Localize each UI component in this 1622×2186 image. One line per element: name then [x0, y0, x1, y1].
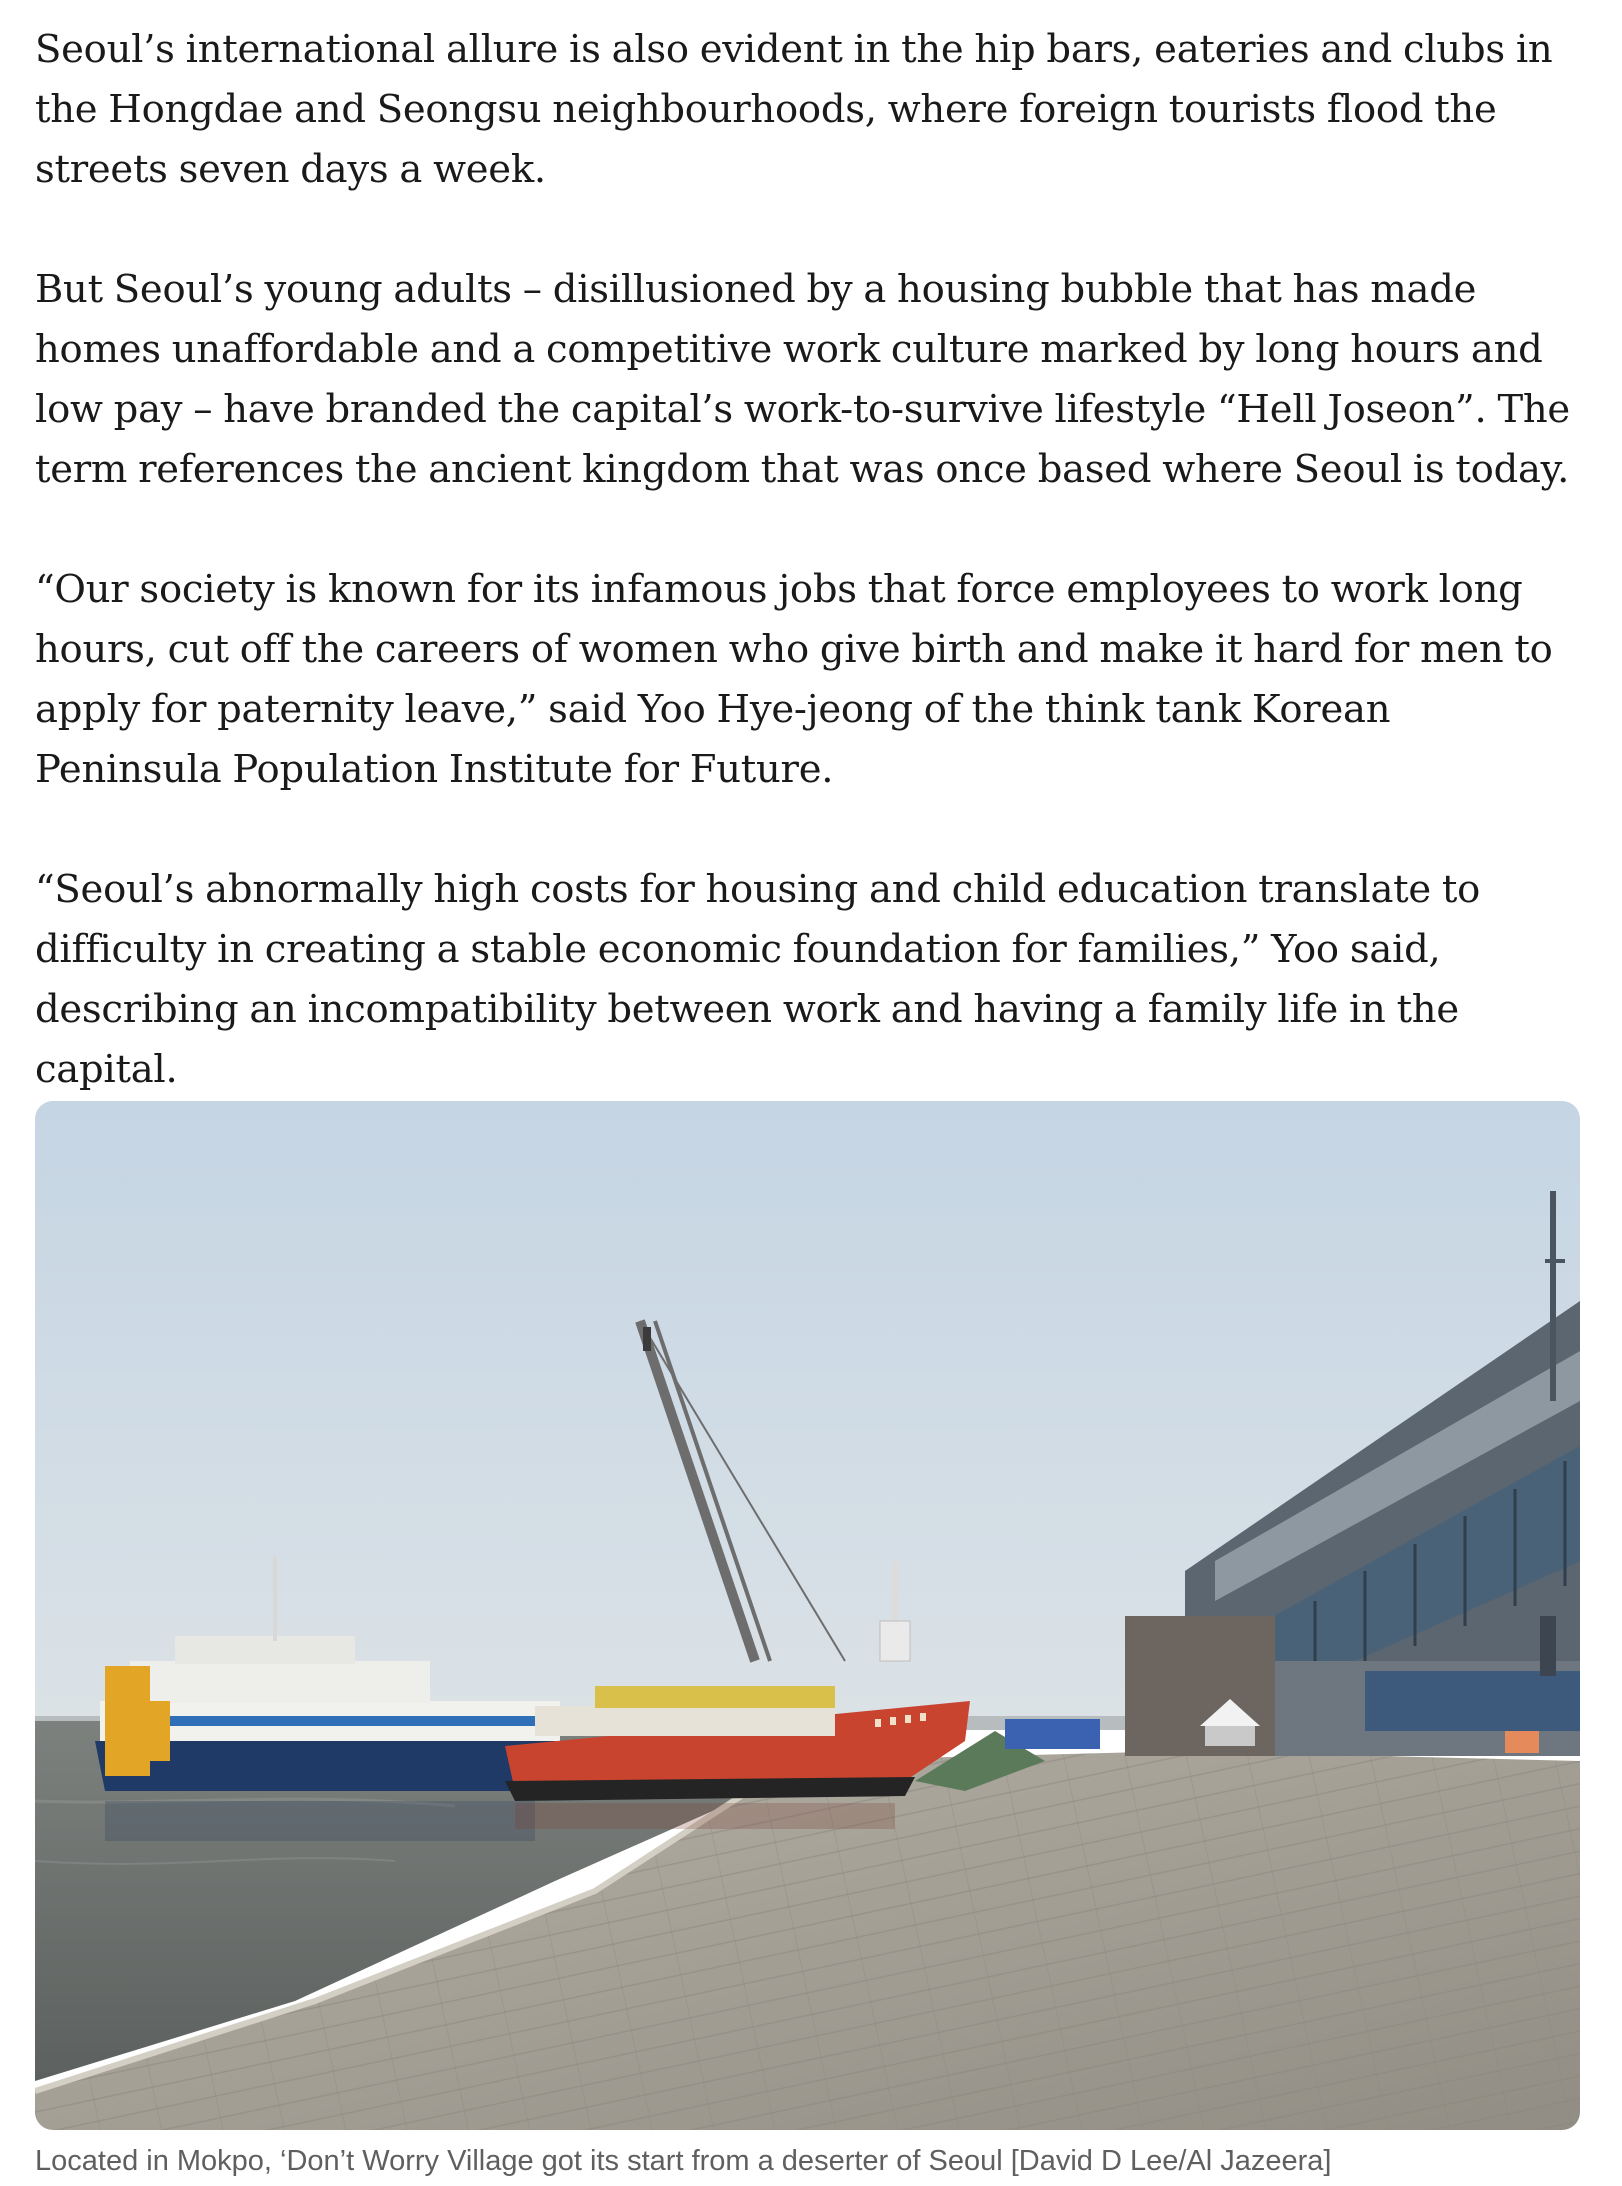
blue-tarp — [1005, 1719, 1100, 1749]
article-body — [35, 0, 1580, 1100]
article-paragraph: But Seoul’s young adults – disillusioned by a housing bubble that has made homes unaffordable and a competitive work culture marked by long hours and low pay – have branded the capital’s work-to-survive lifestyle “Hell Joseon”. The term references the ancient kingdom that was once based where Seoul is today. — [35, 267, 1570, 492]
photo-caption: Located in Mokpo, ‘Don’t Worry Village got its start from a deserter of Seoul [David D Lee/Al Jazeera] — [35, 2145, 1332, 2177]
article-paragraph: “Seoul’s abnormally high costs for housing and child education translate to difficulty in creating a stable economic foundation for families,” Yoo said, describing an incompatibility between work and having a family life in the capital. — [35, 867, 1481, 1092]
article-paragraph: Seoul’s international allure is also evident in the hip bars, eateries and clubs in the Hongdae and Seongsu neighbourhoods, where foreign tourists flood the streets seven days a week. — [35, 27, 1553, 192]
harbor-photo — [35, 1101, 1580, 2130]
article-paragraph: “Our society is known for its infamous jobs that force employees to work long hours, cut off the careers of women who give birth and make it hard for men to apply for paternity leave,” said Yoo Hye-jeong of the think tank Korean Peninsula Population Institute for Future. — [35, 567, 1553, 792]
article-photo — [35, 1101, 1580, 2130]
